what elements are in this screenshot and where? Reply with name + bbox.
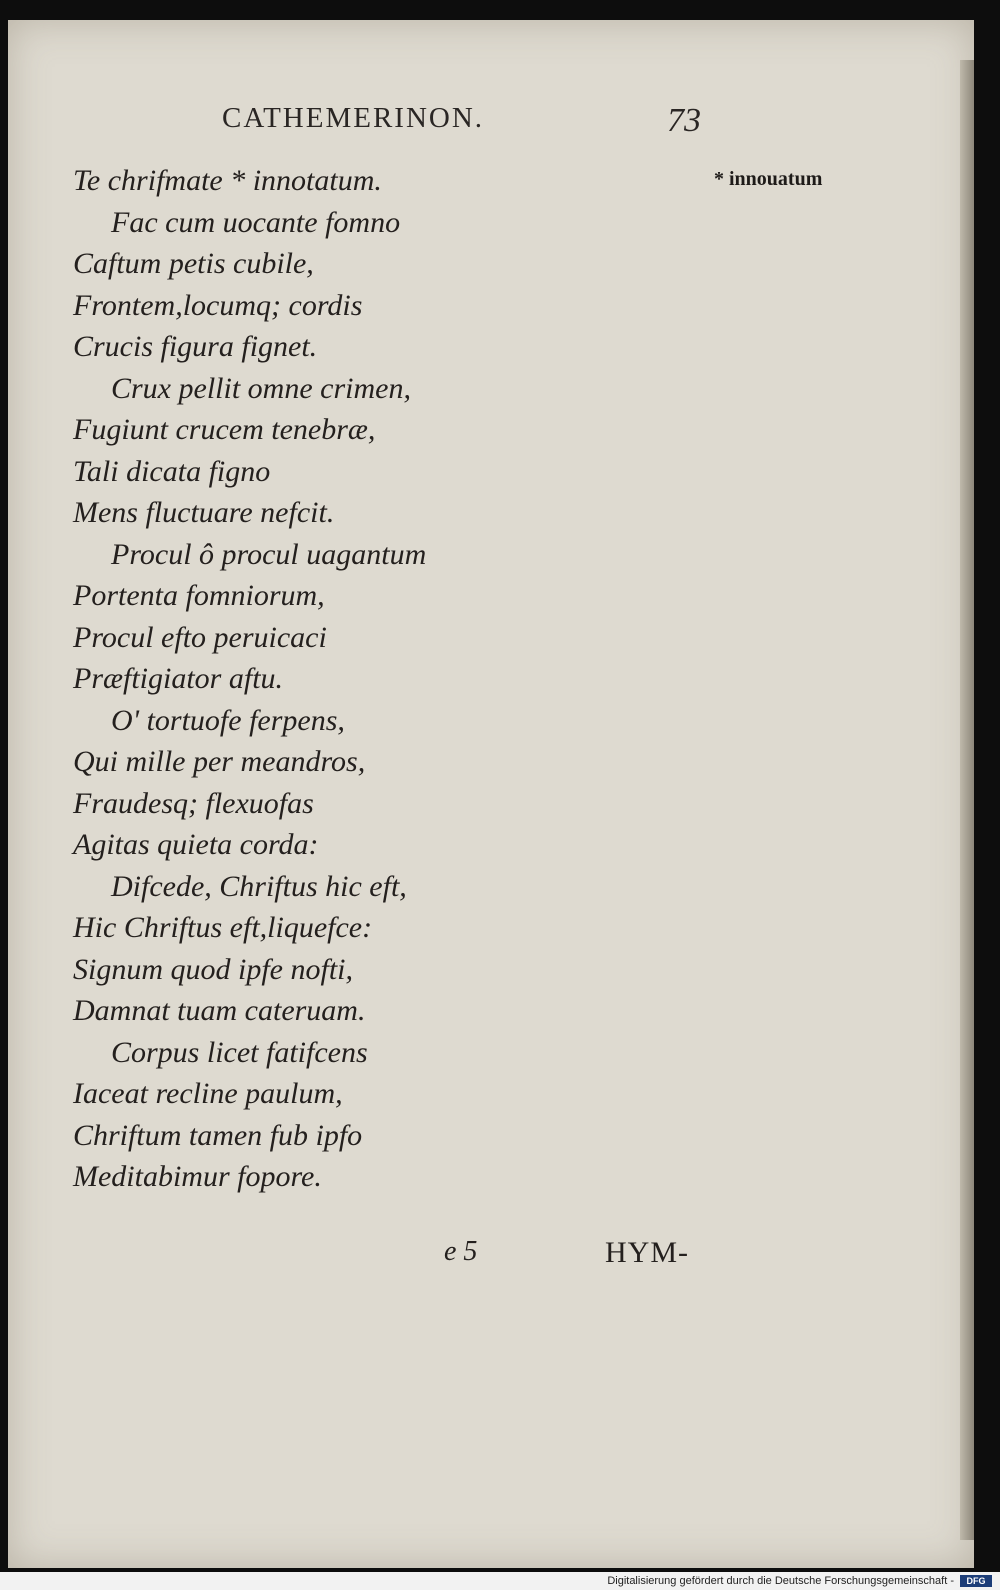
marginal-note: * innouatum [714, 168, 823, 190]
verse-line: Procul ô procul uagantum [111, 537, 427, 571]
verse-line: Meditabimur fopore. [73, 1160, 322, 1193]
signature-mark: e 5 [444, 1236, 478, 1267]
verse-line: Agitas quieta corda: [73, 828, 319, 861]
verse-line: Mens fluctuare nefcit. [73, 496, 335, 529]
footer-bar [0, 1572, 1000, 1590]
verse-line: Præftigiator aftu. [73, 662, 284, 695]
verse-line: Hic Chriftus eft,liquefce: [73, 911, 373, 944]
verse-line: O' tortuofe ferpens, [111, 703, 345, 737]
verse-line: Procul efto peruicaci [73, 620, 327, 654]
verse-line: Qui mille per meandros, [73, 745, 366, 778]
verse-line: Fraudesq; flexuofas [73, 786, 314, 820]
verse-line: Signum quod ipfe nofti, [73, 952, 353, 986]
verse-line: Te chrifmate * innotatum. [73, 164, 382, 197]
verse-line: Crux pellit omne crimen, [111, 371, 411, 405]
verse-line: Difcede, Chriftus hic eft, [111, 869, 407, 903]
verse-line: Iaceat recline paulum, [73, 1077, 343, 1110]
running-head: CATHEMERINON. [222, 102, 485, 134]
verse-line: Chriftum tamen fub ipfo [73, 1118, 363, 1152]
verse-list [73, 160, 426, 1198]
verse-line: Corpus licet fatifcens [111, 1035, 368, 1069]
funding-credit: Digitalisierung gefördert durch die Deutsche Forschungsgemeinschaft - [607, 1575, 954, 1587]
verse-line: Crucis figura fignet. [73, 330, 318, 363]
verse-line: Damnat tuam cateruam. [73, 994, 366, 1027]
page-number: 73 [667, 102, 701, 139]
verse-line: Tali dicata figno [73, 454, 271, 488]
verse-line: Fac cum uocante fomno [111, 205, 401, 239]
verse-line: Portenta fomniorum, [73, 579, 325, 612]
verse-line: Frontem,locumq; cordis [73, 288, 363, 322]
page-edge [960, 60, 974, 1540]
catchword: HYM- [605, 1236, 689, 1269]
dfg-logo: DFG [960, 1575, 992, 1587]
verse-line: Fugiunt crucem tenebræ, [73, 413, 376, 446]
verse-line: Caftum petis cubile, [73, 247, 314, 280]
